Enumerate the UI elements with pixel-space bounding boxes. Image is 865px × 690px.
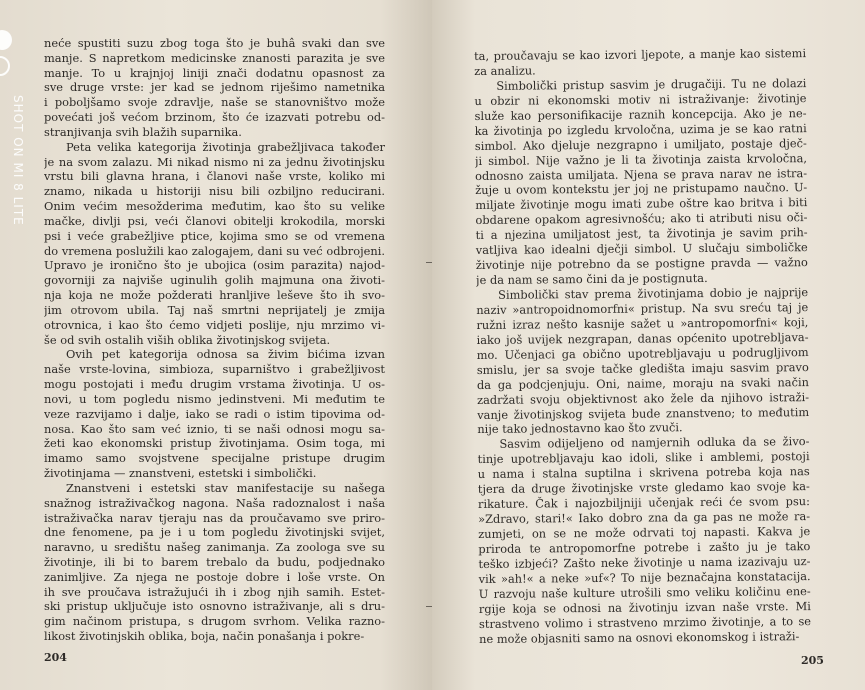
text-line: u obzir ni ekonomski motiv ni istraživanje: životinje — [474, 90, 807, 108]
text-line: Simbolički stav prema životinjama dobio je najprije — [498, 285, 809, 302]
text-line: dne fenomene, pa je i u tom pogledu životinjski svijet, — [44, 525, 385, 540]
text-line: gim načinom pristupa, s drugom svrhom. Velika razno- — [44, 614, 385, 629]
text-line: zumjeti, on se ne može odrvati toj napasti. Kakva je — [478, 524, 811, 541]
text-line: še od svih ostalih viših oblika životinjskog svijeta. — [44, 332, 331, 347]
text-line: zanimljive. Za njega ne postoje dobre i loše vrste. On — [44, 569, 385, 584]
text-line: Peta velika kategorija životinja grabežljivaca također — [66, 139, 385, 154]
text-line: je da nam se samo čini da je postignuta. — [475, 271, 708, 288]
text-line: Ovih pet kategorija odnosa sa živim bićima izvan — [66, 347, 385, 362]
gutter-mark — [426, 262, 432, 263]
text-line: manje. To u krajnjoj liniji znači dodatnu opasnost za — [44, 65, 385, 80]
text-line: vrstu bili glavna hrana, i članovi naše vrste, koliko mi — [44, 169, 385, 184]
text-line: životinjama — znanstveni, estetski i simbolički. — [44, 466, 317, 481]
text-line: snažnog istraživačkog nagona. Naša radoznalost i naša — [44, 495, 385, 510]
text-line: mogu postojati i među drugim vrstama životinja. U os- — [44, 377, 385, 392]
text-line: ti a njezina umiljatost jest, ta životinja je savim prih- — [475, 225, 808, 243]
text-line: rgije koja se odnosi na životinju izvan naše vrste. Mi — [478, 598, 811, 616]
text-line: smislu, jer sa svoje tačke gledišta imaju sasvim pravo — [476, 359, 809, 377]
text-line: U razvoju naše kulture utrošili smo veliku količinu ene- — [478, 583, 811, 601]
text-line: likost životinjskih oblika, boja, način ponašanja i pokre- — [44, 629, 365, 644]
text-line: psi i veće grabežljive ptice, kojima smo se od vremena — [44, 228, 385, 243]
text-line: je na svom zalazu. Mi nikad nismo ni za jednu životinjsku — [44, 154, 385, 169]
text-line: ne može objasniti samo na osnovi ekonomskog i istraži- — [479, 628, 800, 646]
text-line: znamo, nikada u historiji nisu bili ozbiljno reducirani. — [44, 184, 385, 199]
text-line: vik »ah!« a neke »uf«? To nije beznačajna konstatacija. — [478, 568, 811, 586]
text-line: odnosno zaista umiljata. Njena se prava narav ne istra- — [475, 165, 808, 183]
text-line: obdarene opakom agresivnošću; ako ti atributi nisu oči- — [475, 210, 808, 228]
text-line: tjera da druge životinjske vrste gledamo kao svoje ka- — [477, 479, 810, 497]
text-line: naziv »antropoidnomorfni« pristup. Na svu sreću taj je — [476, 300, 809, 317]
text-line: veze razvijamo i dalje, iako se radi o istim tipovima od- — [44, 406, 385, 421]
text-line: vatljiva kao idealni dječji simbol. U slučaju simboličke — [475, 240, 808, 258]
text-line: nije tako jednostavno kao što zvuči. — [477, 420, 683, 437]
text-line: naravno, u središtu našeg zanimanja. Za zoologa sve su — [44, 540, 385, 555]
text-line: nosa. Kao što sam već iznio, ti se naši odnosi mogu sa- — [44, 421, 385, 436]
text-line: stranjivanja svih blažih suparnika. — [44, 124, 242, 139]
text-line: »Zdravo, stari!« Iako dobro zna da ga pas ne može ra- — [478, 509, 811, 527]
text-line: naše vrste-lovina, simbioza, suparništvo i grabežljivost — [44, 362, 385, 377]
text-line: novi, u tom pogledu nismo jedinstveni. Mi međutim te — [44, 391, 385, 406]
text-line: ji simbol. Nije važno je li ta životinja zaista krvoločna, — [474, 150, 808, 168]
text-line: u nama i stalna suptilna i skrivena potreba koja nas — [477, 464, 810, 482]
text-line: povećati još većom brzinom, što će izazvati potrebu od- — [44, 110, 385, 125]
text-line: istraživačka narav tjeraju nas da proučavamo sve priro- — [44, 510, 385, 525]
text-line: iako još uvijek nezgrapan, danas općenito upotrebljava- — [476, 329, 809, 347]
text-line: ski pristup uključuje isto osnovno istraživanje, ali s dru- — [44, 599, 385, 614]
text-line: strastveno volimo i strastveno mrzimo životinje, a to se — [478, 613, 812, 631]
text-line: manje. S napretkom medicinske znanosti parazita je sve — [44, 50, 385, 65]
left-page-text — [44, 36, 385, 644]
text-line: ružni izraz nešto kasnije sažet u »antropomorfni« koji, — [476, 314, 809, 332]
text-line: simbol. Ako djeluje nezgrapno i umiljato, postaje dječ- — [474, 135, 807, 153]
text-line: Upravo je ironično što je ubojica (osim parazita) najod- — [44, 258, 385, 273]
gutter-mark — [426, 606, 432, 607]
text-line: vanje životinjskog svijeta bude znanstveno; to međutim — [477, 404, 810, 422]
text-line: rikature. Čak i najozbiljniji učenjak reći će svom psu: — [477, 494, 811, 512]
text-line: životinje, ili bi to barem trebalo da budu, podjednako — [44, 554, 385, 569]
text-line: miljate životinje mogu imati zube oštre kao britva i biti — [475, 195, 808, 213]
text-line: imamo samo svojstvene specijalne pristupe drugim — [44, 451, 385, 466]
text-line: za analizu. — [474, 63, 536, 78]
text-line: zadržati svoju objektivnost ako žele da njihovo istraži- — [476, 389, 810, 407]
text-line: jim otrovom ubila. Taj naš smrtni neprijatelj je zmija — [44, 302, 385, 317]
right-page-text — [474, 46, 811, 646]
text-line: teško izbjeći? Zašto neke životinje u nama izazivaju uz- — [478, 553, 811, 571]
text-line: žeti kao ekonomski pristup životinjama. Osim toga, mi — [44, 436, 385, 451]
text-line: da ga podcjenjuju. Oni, naime, moraju na svaki način — [476, 374, 809, 392]
text-line: otrovnica, i kao što ćemo vidjeti poslije, nju mrzimo vi- — [44, 317, 385, 332]
text-line: do vremena poslužili kao zalogajem, dani su već odbrojeni. — [44, 243, 385, 258]
text-line: ta, proučavaju se kao izvori ljepote, a manje kao sistemi — [474, 46, 807, 63]
text-line: služe kao personifikacije raznih koncepcija. Ako je ne- — [474, 105, 807, 123]
page-number-right: 205 — [801, 654, 824, 667]
text-line: mačke, divlji psi, veći članovi obitelji krokodila, morski — [44, 213, 385, 228]
text-line: Znanstveni i estetski stav manifestacije su našega — [66, 480, 385, 495]
text-line: i poboljšamo svoje zdravlje, naše se stanovništvo može — [44, 95, 385, 110]
text-line: tinje upotrebljavaju kao idoli, slike i amblemi, postoji — [477, 449, 810, 467]
text-line: ih sve proučava istražujući ih i zbog njih samih. Estet- — [44, 584, 385, 599]
text-line: nja koja ne može požderati hranljive leševe što ih svo- — [44, 288, 385, 303]
text-line: životinje nije potrebno da se postigne pravda — važno — [475, 255, 808, 273]
text-line: mo. Učenjaci ga obično upotrebljavaju u podrugljivom — [476, 344, 809, 362]
text-line: neće spustiti suzu zbog toga što je buhâ svaki dan sve — [44, 36, 385, 50]
camera-watermark: SHOT ON MI 8 LITE — [11, 95, 25, 226]
page-number-left: 204 — [44, 651, 67, 664]
text-line: Onim većim mesožderima međutim, kao što su velike — [44, 199, 385, 214]
text-line: priroda te antropomorfne potrebe i zašto ju je tako — [478, 539, 811, 556]
text-line: Sasvim odijeljeno od namjernih odluka da se živo- — [499, 434, 810, 452]
text-line: govorniji za najviše uginulih golih majmuna ona životi- — [44, 273, 385, 288]
text-line: ka životinja po izgledu krvoločna, uzima je se kao ratni — [474, 120, 807, 138]
text-line: žuje u ovom kontekstu jer joj ne pristupamo naučno. U- — [475, 180, 808, 198]
text-line: sve druge vrste: jer kad se jednom riješimo nametnika — [44, 80, 385, 95]
text-line: Simbolički pristup sasvim je drugačiji. Tu ne dolazi — [496, 75, 807, 93]
